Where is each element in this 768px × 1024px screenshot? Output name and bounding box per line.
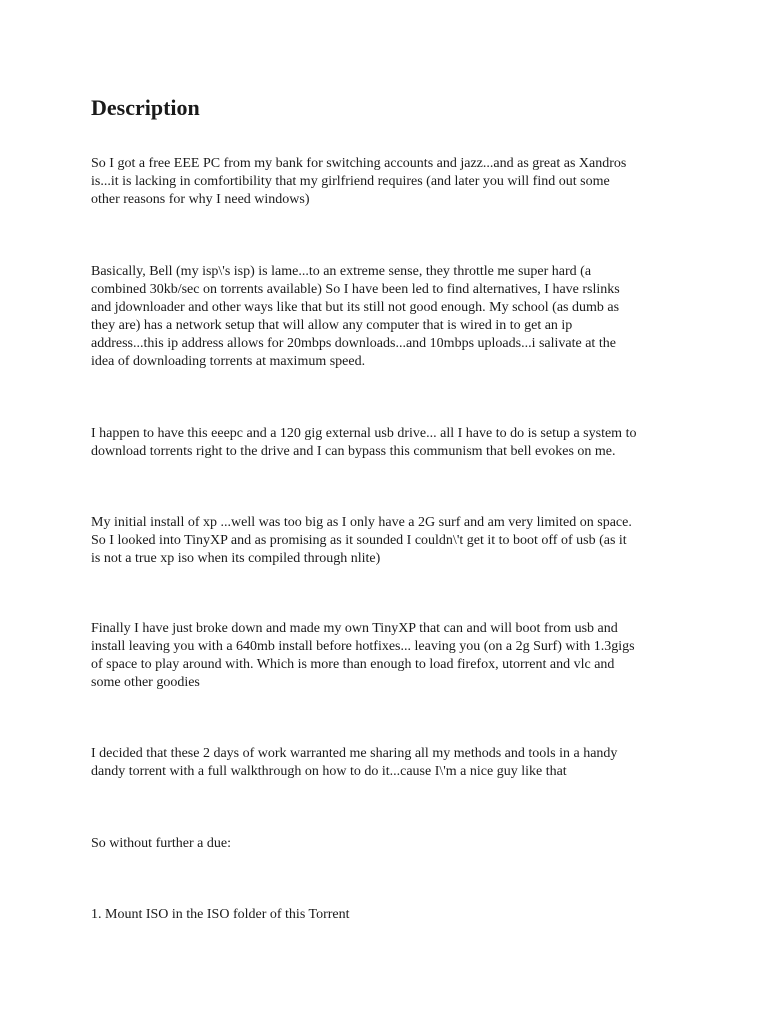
text-line: they are) has a network setup that will allow any computer that is wired in to get an ip [91,318,573,333]
text-line: some other goodies [91,675,200,690]
text-line: download torrents right to the drive and I can bypass this communism that bell evokes on me. [91,444,616,459]
paragraph-4 [91,514,691,568]
paragraph-5 [91,620,691,692]
text-line: install leaving you with a 640mb install before hotfixes... leaving you (on a 2g Surf) with 1.3gigs [91,639,635,654]
paragraph-8 [91,906,691,924]
text-line: idea of downloading torrents at maximum speed. [91,354,366,369]
text-line: I happen to have this eeepc and a 120 gig external usb drive... all I have to do is setup a system to [91,426,637,441]
text-line: My initial install of xp ...well was too big as I only have a 2G surf and am very limited on space. [91,515,632,530]
paragraph-3 [91,425,691,461]
text-line: So I got a free EEE PC from my bank for switching accounts and jazz...and as great as Xandros [91,156,627,171]
text-line: of space to play around with. Which is more than enough to load firefox, utorrent and vlc and [91,657,615,672]
paragraph-2 [91,263,691,371]
paragraph-6 [91,745,691,781]
text-line: So without further a due: [91,836,231,851]
text-line: Basically, Bell (my isp\'s isp) is lame...to an extreme sense, they throttle me super hard (a [91,264,592,279]
paragraph-7 [91,835,691,853]
text-line: So I looked into TinyXP and as promising as it sounded I couldn\'t get it to boot off of usb (as it [91,533,627,548]
text-line: I decided that these 2 days of work warranted me sharing all my methods and tools in a handy [91,746,618,761]
page-title: Description [91,95,200,120]
paragraph-1 [91,155,691,209]
text-line: Finally I have just broke down and made my own TinyXP that can and will boot from usb and [91,621,618,636]
text-line: 1. Mount ISO in the ISO folder of this Torrent [91,907,350,922]
text-line: is not a true xp iso when its compiled through nlite) [91,551,381,566]
text-line: address...this ip address allows for 20mbps downloads...and 10mbps uploads...i salivate at the [91,336,616,351]
text-line: and jdownloader and other ways like that but its still not good enough. My school (as dumb as [91,300,620,315]
text-line: combined 30kb/sec on torrents available) So I have been led to find alternatives, I have rslinks [91,282,620,297]
text-line: other reasons for why I need windows) [91,192,310,207]
text-line: is...it is lacking in comfortibility that my girlfriend requires (and later you will find out some [91,174,610,189]
text-line: dandy torrent with a full walkthrough on how to do it...cause I\'m a nice guy like that [91,764,567,779]
